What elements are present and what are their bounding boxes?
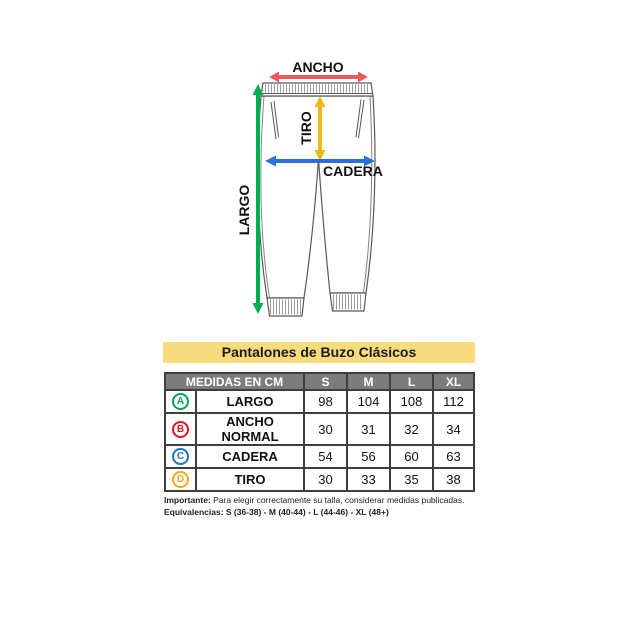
letter-badge-a: A [172, 393, 189, 410]
table-row [165, 413, 474, 445]
size-column-header-xl: XL [433, 373, 474, 390]
letter-badge-d: D [172, 471, 189, 488]
letter-badge-cell [165, 390, 196, 413]
measure-label: ANCHO NORMAL [196, 413, 304, 445]
letter-badge-c: C [172, 448, 189, 465]
footnote-equivalences-text: S (36-38) - M (40-44) - L (44-46) - XL (48+) [223, 506, 389, 517]
value-cell: 104 [347, 390, 390, 413]
footnote-equivalences-label: Equivalencias: [164, 506, 224, 517]
size-table [164, 372, 475, 492]
ancho-label: ANCHO [292, 59, 344, 75]
pants-diagram [155, 50, 485, 335]
measure-label: TIRO [196, 468, 304, 491]
largo-label: LARGO [236, 184, 252, 236]
measures-column-header: MEDIDAS EN CM [165, 373, 304, 390]
letter-badge-cell [165, 445, 196, 468]
tiro-label: TIRO [298, 111, 314, 145]
value-cell: 35 [390, 468, 433, 491]
value-cell: 60 [390, 445, 433, 468]
cadera-label: CADERA [323, 163, 383, 179]
value-cell: 54 [304, 445, 347, 468]
table-row [165, 390, 474, 413]
page-title: Pantalones de Buzo Clásicos [163, 342, 475, 363]
measure-label: LARGO [196, 390, 304, 413]
footnote-important-text: Para elegir correctamente su talla, considerar medidas publicadas. [210, 495, 465, 505]
footnote-important-line [164, 495, 484, 507]
letter-badge-cell [165, 468, 196, 491]
footnote-important-label: Importante: [164, 495, 211, 505]
footnote-equivalences-line [164, 507, 484, 519]
value-cell: 63 [433, 445, 474, 468]
value-cell: 32 [390, 413, 433, 445]
value-cell: 30 [304, 468, 347, 491]
table-header-row [165, 373, 474, 390]
size-column-header-m: M [347, 373, 390, 390]
value-cell: 98 [304, 390, 347, 413]
footnote [164, 495, 484, 518]
table-row [165, 445, 474, 468]
letter-badge-b: B [172, 421, 189, 438]
table-row [165, 468, 474, 491]
size-column-header-s: S [304, 373, 347, 390]
value-cell: 56 [347, 445, 390, 468]
value-cell: 30 [304, 413, 347, 445]
value-cell: 31 [347, 413, 390, 445]
size-column-header-l: L [390, 373, 433, 390]
value-cell: 34 [433, 413, 474, 445]
value-cell: 38 [433, 468, 474, 491]
value-cell: 33 [347, 468, 390, 491]
measure-label: CADERA [196, 445, 304, 468]
value-cell: 112 [433, 390, 474, 413]
letter-badge-cell [165, 413, 196, 445]
value-cell: 108 [390, 390, 433, 413]
